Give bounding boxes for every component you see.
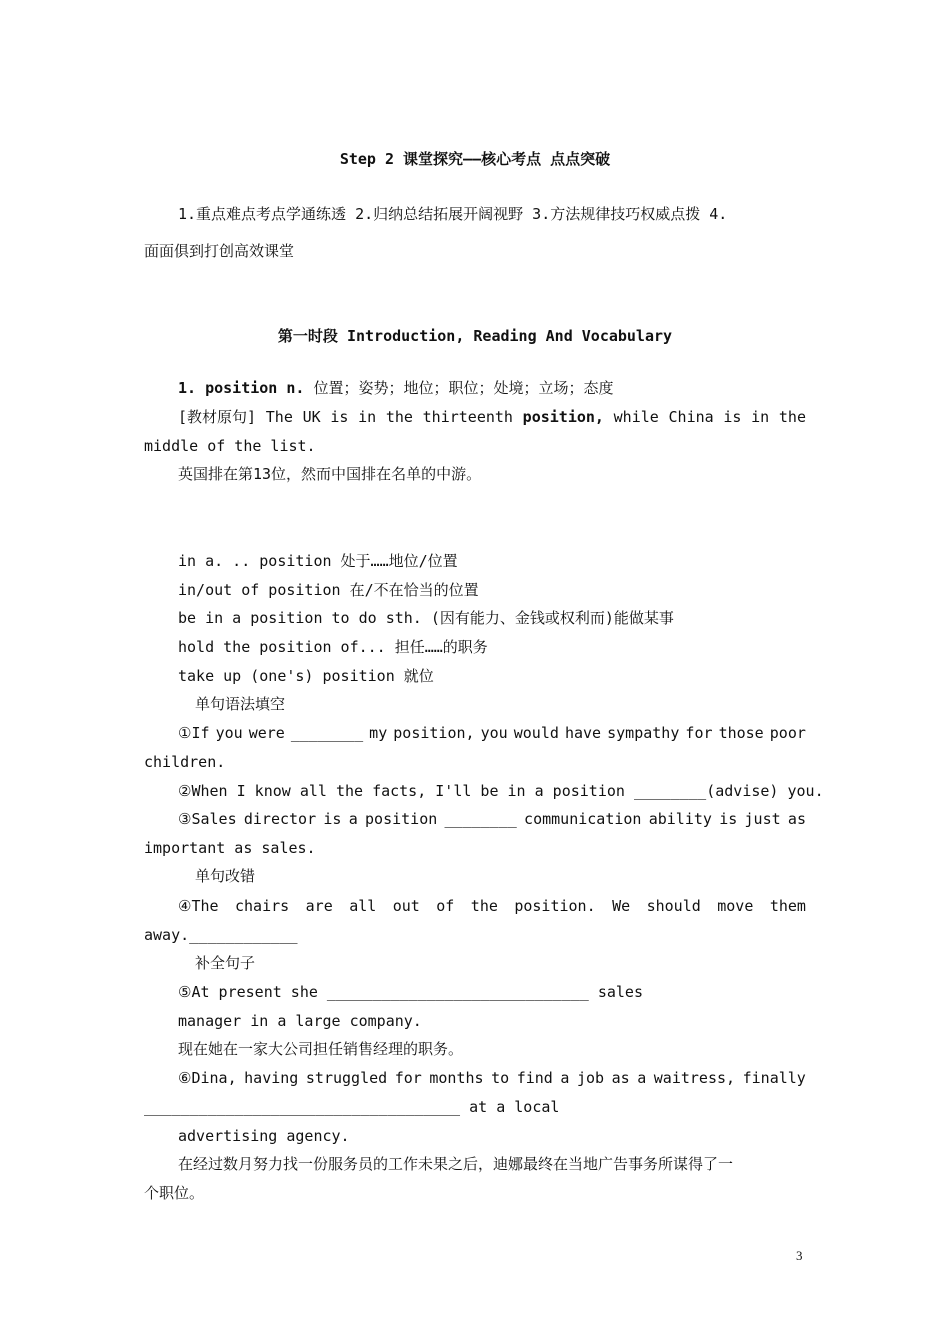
q1-word: ①If: [178, 724, 210, 742]
section-title: 第一时段 Introduction, Reading And Vocabulary: [277, 327, 673, 345]
q4-word: all: [349, 897, 377, 915]
phrase-item: in a. .. position 处于……地位/位置: [178, 552, 458, 570]
source-word: UK: [302, 408, 321, 426]
source-word: is: [723, 408, 742, 426]
question-5-translation: 现在她在一家大公司担任销售经理的职务。: [178, 1040, 464, 1058]
q6-word: find: [516, 1069, 553, 1087]
phrase-item: be in a position to do sth. (因有能力、金钱或权利而)能做某事: [178, 609, 674, 627]
source-word: in: [358, 408, 377, 426]
q1-blank: ________: [290, 724, 364, 742]
q6-word: as: [611, 1069, 630, 1087]
q3-word: is: [323, 810, 342, 828]
question-6-line-2: ___________________________________ at a local: [144, 1098, 560, 1116]
q4-word: are: [305, 897, 333, 915]
q3-word: is: [719, 810, 738, 828]
question-6-translation-2: 个职位。: [144, 1184, 205, 1202]
q1-word: poor: [769, 724, 806, 742]
intro-line-1: 1.重点难点考点学通练透 2.归纳总结拓展开阔视野 3.方法规律技巧权威点拨 4.: [178, 205, 728, 223]
q6-word: months: [429, 1069, 484, 1087]
source-word: China: [668, 408, 714, 426]
q1-word: have: [564, 724, 602, 742]
q3-word: director: [243, 810, 317, 828]
q3-word: ability: [648, 810, 712, 828]
question-5-line-2: manager in a large company.: [178, 1012, 422, 1030]
question-5-line-1: ⑤At present she _____________________________ sales: [178, 983, 643, 1001]
page-number: 3: [796, 1248, 803, 1263]
q6-word: waitress,: [653, 1069, 736, 1087]
q1-word: for: [685, 724, 713, 742]
q4-word: We: [612, 897, 631, 915]
question-3-line-1: [178, 809, 806, 829]
q1-word: sympathy: [607, 724, 680, 742]
q3-word: position: [365, 810, 438, 828]
q1-word: position,: [393, 724, 475, 742]
q3-blank: ________: [444, 810, 517, 828]
source-word: is: [330, 408, 349, 426]
question-1-line-2: children.: [144, 753, 226, 771]
q6-word: a: [560, 1069, 570, 1087]
source-word: the: [778, 408, 806, 426]
q4-word: out: [392, 897, 420, 915]
q4-word: should: [646, 897, 701, 915]
entry-meaning: 位置；姿势；地位；职位；处境；立场；态度: [313, 379, 614, 397]
source-word: thirteenth: [422, 408, 513, 426]
source-translation: 英国排在第13位，然而中国排在名单的中游。: [178, 465, 482, 483]
q4-word: position.: [514, 897, 596, 915]
q6-word: for: [394, 1069, 422, 1087]
q1-word: my: [369, 724, 388, 742]
q4-word: ④The: [178, 897, 219, 915]
question-6-translation-1: 在经过数月努力找一份服务员的工作未果之后，迪娜最终在当地广告事务所谋得了一: [178, 1155, 734, 1173]
source-word: in: [751, 408, 770, 426]
entry-heading: [178, 378, 613, 398]
q3-word: ③Sales: [178, 810, 237, 828]
source-line-2: middle of the list.: [144, 437, 316, 455]
q6-word: ⑥Dina,: [178, 1069, 237, 1087]
q6-word: struggled: [305, 1069, 388, 1087]
q4-word: them: [769, 897, 806, 915]
correction-title: 单句改错: [195, 867, 256, 885]
step-title: Step 2 课堂探究——核心考点 点点突破: [339, 150, 611, 168]
q3-word: communication: [524, 810, 642, 828]
question-6-line-3: advertising agency.: [178, 1127, 350, 1145]
q4-word: of: [436, 897, 455, 915]
q4-word: chairs: [235, 897, 290, 915]
source-label: [教材原句]: [178, 408, 257, 426]
q1-word: were: [248, 724, 285, 742]
question-4-line-1: [178, 896, 806, 916]
q1-word: you: [480, 724, 508, 742]
question-3-line-2: important as sales.: [144, 839, 316, 857]
q6-word: job: [576, 1069, 605, 1087]
q1-word: you: [215, 724, 243, 742]
q6-word: to: [491, 1069, 510, 1087]
source-line-1: [178, 407, 806, 427]
entry-word: 1. position n.: [178, 379, 305, 397]
q4-word: the: [470, 897, 498, 915]
phrase-item: take up (one's) position 就位: [178, 667, 434, 685]
q4-word: move: [717, 897, 754, 915]
q3-word: just: [744, 810, 781, 828]
source-word: while: [613, 408, 659, 426]
grammar-title: 单句语法填空: [195, 695, 286, 713]
source-word: The: [265, 408, 293, 426]
q3-word: a: [348, 810, 358, 828]
phrase-item: in/out of position 在/不在恰当的位置: [178, 581, 479, 599]
intro-line-2: 面面俱到打创高效课堂: [144, 242, 295, 260]
question-4-line-2: away.____________: [144, 926, 298, 944]
q6-word: a: [637, 1069, 647, 1087]
q6-word: having: [244, 1069, 299, 1087]
q6-word: finally: [742, 1069, 806, 1087]
q3-word: as: [787, 810, 806, 828]
q1-word: would: [513, 724, 559, 742]
question-6-line-1: [178, 1068, 806, 1088]
question-1-line-1: [178, 723, 806, 743]
source-keyword: position,: [522, 408, 604, 426]
question-2: ②When I know all the facts, I'll be in a position ________(advise) you.: [178, 782, 824, 800]
q1-word: those: [718, 724, 764, 742]
complete-title: 补全句子: [195, 954, 256, 972]
phrase-item: hold the position of... 担任……的职务: [178, 638, 488, 656]
source-word: the: [385, 408, 413, 426]
